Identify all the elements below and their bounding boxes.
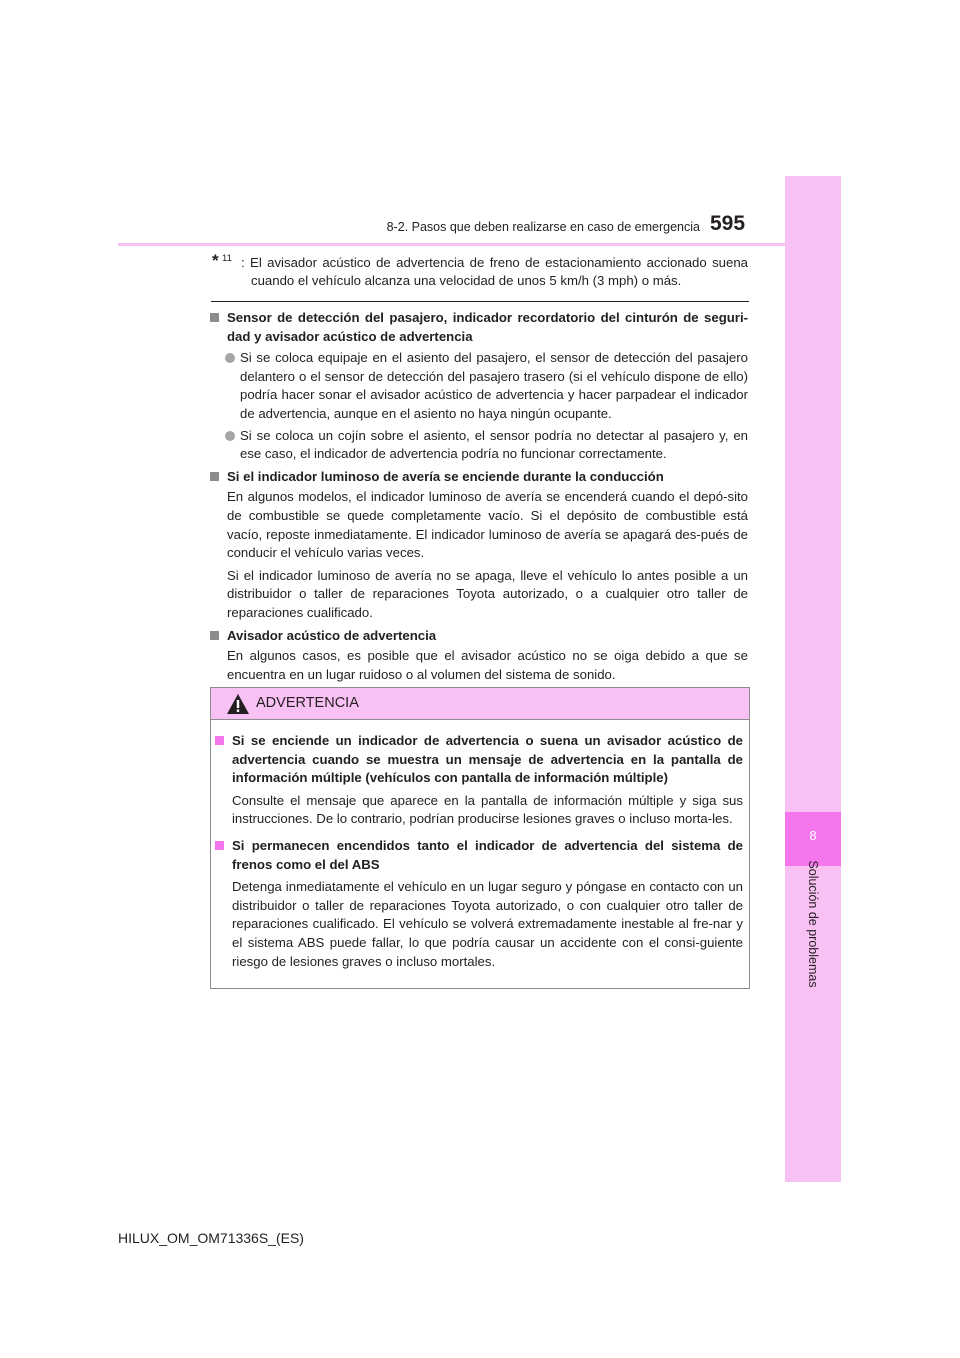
warning-heading: Si permanecen encendidos tanto el indicador de advertencia del sistema de frenos como el del ABS bbox=[215, 837, 743, 874]
section-heading: Avisador acústico de advertencia bbox=[210, 627, 748, 646]
main-content bbox=[210, 309, 748, 686]
square-bullet-icon bbox=[215, 841, 224, 850]
warning-header bbox=[211, 688, 749, 720]
square-bullet-icon bbox=[210, 631, 219, 640]
footnote-divider bbox=[211, 301, 749, 302]
circle-bullet-icon bbox=[225, 431, 235, 441]
square-bullet-icon bbox=[215, 736, 224, 745]
footnote-marker: * bbox=[212, 251, 219, 270]
paragraph: En algunos casos, es posible que el avisador acústico no se oiga debido a que se encuentra en un lugar ruidoso o al volumen del sistema de sonido. bbox=[227, 648, 748, 682]
warning-paragraph: Detenga inmediatamente el vehículo en un lugar seguro y póngase en contacto con un distribuidor o taller de reparaciones Toyota autorizado, o con cualquier otro taller de reparaciones cualificado. El vehículo se volverá extremadamente inestable al fre-nar y el sistema ABS puede fallar, lo que podría causar un accidente con el consi-guiente riesgo de lesiones graves o incluso mortales. bbox=[232, 879, 743, 969]
warning-heading: Si se enciende un indicador de advertencia o suena un avisador acústico de advertencia cuando se muestra un mensaje de advertencia en la pantalla de información múltiple (vehículos con pantalla de información múltiple) bbox=[215, 732, 743, 788]
warning-box bbox=[210, 687, 750, 989]
section-heading: Sensor de detección del pasajero, indicador recordatorio del cinturón de seguri-dad y avisador acústico de advertencia bbox=[210, 309, 748, 346]
warning-paragraph: Consulte el mensaje que aparece en la pantalla de información múltiple y siga sus instrucciones. De lo contrario, podrían producirse lesiones graves o incluso morta-les. bbox=[232, 792, 743, 827]
chapter-tab-background bbox=[785, 176, 841, 1182]
warning-body bbox=[215, 732, 743, 973]
paragraph: En algunos modelos, el indicador luminoso de avería se encenderá cuando el depó-sito de combustible se quede completamente vacío. Si el depósito de combustible está vacío, reposte inmediatamente. El indicador luminoso de avería se apagará des-pués de conducir el vehículo varias veces. bbox=[227, 489, 748, 561]
warning-title: ADVERTENCIA bbox=[256, 695, 359, 711]
circle-bullet-icon bbox=[225, 353, 235, 363]
warning-triangle-icon bbox=[226, 693, 250, 715]
section-title: 8-2. Pasos que deben realizarse en caso de emergencia bbox=[386, 220, 700, 234]
list-item: Si se coloca un cojín sobre el asiento, el sensor podría no detectar al pasajero y, en ese caso, el indicador de advertencia podría no funcionar correctamente. bbox=[210, 427, 748, 464]
page-number: 595 bbox=[710, 212, 746, 235]
list-item: Si se coloca equipaje en el asiento del pasajero, el sensor de detección del pasajero delantero o el sensor de detección del pasajero trasero (si el vehículo dispone de ello) podría hacer sonar el avisador acústico de advertencia y hacer parpadear el indicador de advertencia, aunque en el asiento no haya ningún ocupante. bbox=[210, 349, 748, 423]
footnote-text: : El avisador acústico de advertencia de freno de estacionamiento accionado suena cuando el vehículo alcanza una velocidad de unos 5 km/h (3 mph) o más. bbox=[241, 255, 748, 288]
footnote bbox=[212, 251, 748, 289]
chapter-title: Solución de problemas bbox=[806, 860, 820, 988]
square-bullet-icon bbox=[210, 313, 219, 322]
chapter-number: 8 bbox=[809, 828, 817, 843]
header-rule bbox=[118, 243, 785, 246]
square-bullet-icon bbox=[210, 472, 219, 481]
document-id: HILUX_OM_OM71336S_(ES) bbox=[118, 1230, 304, 1246]
footnote-number: 11 bbox=[222, 253, 232, 264]
section-heading: Si el indicador luminoso de avería se enciende durante la conducción bbox=[210, 468, 748, 487]
paragraph: Si el indicador luminoso de avería no se apaga, lleve el vehículo lo antes posible a un distribuidor o taller de reparaciones Toyota autorizado, o a cualquier otro taller de reparaciones cualificado. bbox=[227, 567, 748, 620]
